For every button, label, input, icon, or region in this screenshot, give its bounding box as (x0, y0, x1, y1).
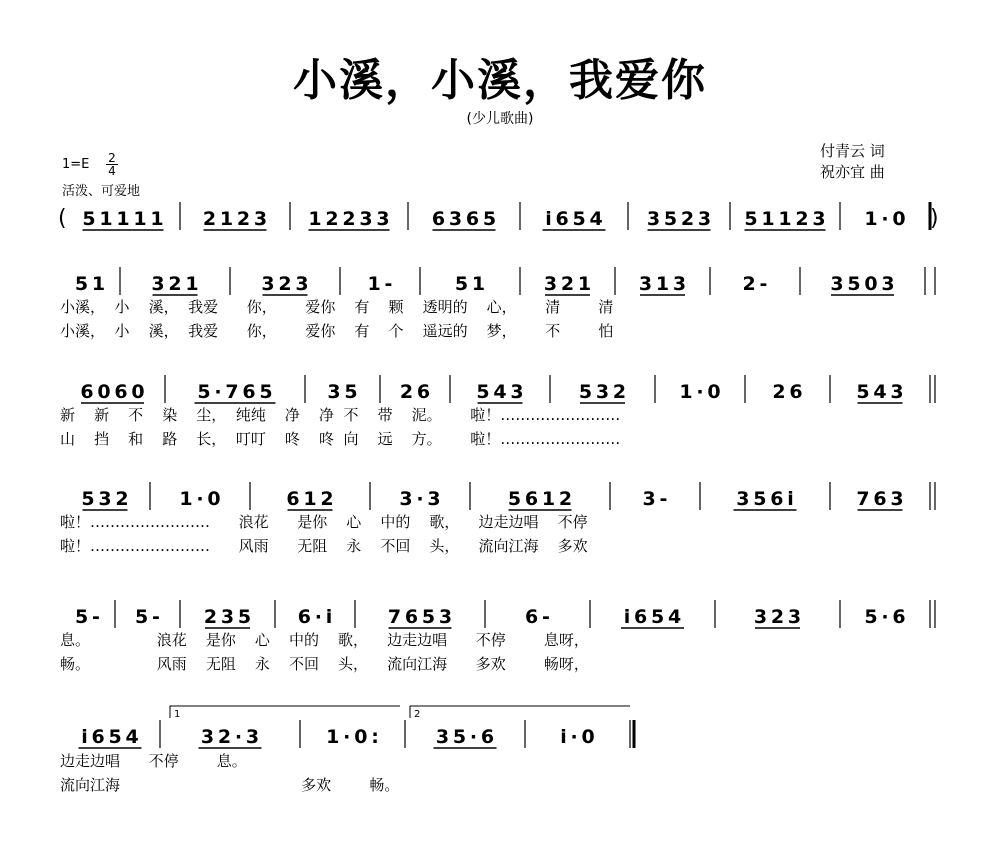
measure-notes: 3 · 3 (399, 488, 441, 510)
lyric-line: 啦！…………………… 风雨 无阻 永 不回 头， 流向江海 多欢 (60, 537, 588, 555)
measure-notes: 6 - (525, 606, 550, 628)
measure-notes: 3 2 1 (543, 273, 592, 295)
measure-notes: 2 3 5 (203, 606, 252, 628)
volta-bracket (170, 706, 400, 718)
lyric-line: 新 新 不 染 尘， 纯纯 净 净 不 带 泥。 啦！…………………… (60, 406, 621, 424)
volta-bracket (410, 706, 630, 718)
measure-notes: 1 2 2 3 3 (308, 208, 390, 230)
lyric-line: 小溪， 小 溪， 我爱 你， 爱你 有 个 遥远的 梦， 不 怕 (60, 322, 614, 340)
measure-notes: 5 3 2 (578, 381, 627, 403)
measure-notes: 2 1 2 3 (202, 208, 268, 230)
tempo-marking: 活泼、可爱地 (62, 184, 141, 199)
measure-notes: 5 1 1 1 1 (82, 208, 164, 230)
lyric-line: 边走边唱 不停 息。 (60, 752, 247, 770)
measure-notes: 3 2 3 (753, 606, 802, 628)
measure-notes: 5 3 2 (81, 488, 129, 510)
lyric-line: 息。 浪花 是你 心 中的 歌， 边走边唱 不停 息呀， (60, 631, 589, 649)
measure-notes: 1 - (367, 273, 393, 295)
measure-notes: 3 2 3 (261, 273, 309, 295)
measure-notes: 5 - (135, 606, 160, 628)
measure-notes: 1 · 0 (179, 488, 221, 510)
measure-notes: i 6 5 4 (545, 208, 603, 230)
song-subtitle: (少儿歌曲) (466, 111, 534, 127)
measure-notes: 6 3 6 5 (431, 208, 497, 230)
lyric-line: 流向江海 多欢 畅。 (60, 776, 400, 794)
measure-notes: 2 - (742, 273, 768, 295)
measure-notes: 5 4 3 (476, 381, 524, 403)
measure-notes: 2 6 (772, 381, 803, 403)
measure-notes: 6 1 2 (286, 488, 334, 510)
measure-notes: 3 2 · 3 (200, 726, 260, 748)
measure-notes: 3 5 (327, 381, 358, 403)
measure-notes: 3 5 · 6 (435, 726, 495, 748)
measure-notes: 1 · 0 (864, 208, 906, 230)
measure-notes: 3 1 3 (638, 273, 687, 295)
measure-notes: 7 6 5 3 (387, 606, 453, 628)
lyric-line: 小溪， 小 溪， 我爱 你， 爱你 有 颗 透明的 心， 清 清 (60, 298, 614, 316)
repeat-paren-open: ( (58, 206, 67, 231)
measure-notes: 1 · 0 : (326, 726, 379, 748)
key-signature: 1=E (62, 157, 90, 172)
repeat-paren-close: ) (930, 206, 939, 231)
measure-notes: 1 · 0 (679, 381, 721, 403)
measure-notes: 3 2 1 (151, 273, 199, 295)
measure-notes: 5 4 3 (856, 381, 904, 403)
composer-credit: 祝亦宜 曲 (820, 163, 885, 181)
measure-notes: 6 0 6 0 (80, 381, 145, 403)
time-denominator: 4 (108, 164, 116, 178)
lyric-line: 啦！…………………… 浪花 是你 心 中的 歌， 边走边唱 不停 (60, 513, 588, 531)
measure-notes: 3 - (642, 488, 668, 510)
measure-notes: 5 - (75, 606, 100, 628)
song-title: 小溪，小溪，我爱你 (293, 55, 707, 106)
measure-notes: 5 · 7 6 5 (197, 381, 273, 403)
measure-notes: 5 1 (74, 273, 106, 295)
measure-notes: i 6 5 4 (623, 606, 682, 628)
measure-notes: 5 · 6 (864, 606, 906, 628)
volta-label: 1 (174, 709, 181, 720)
measure-notes: 7 6 3 (856, 488, 904, 510)
measure-notes: 2 6 (399, 381, 431, 403)
volta-label: 2 (414, 709, 421, 720)
measure-notes: 3 5 0 3 (830, 273, 895, 295)
measure-notes: 3 5 6 i (736, 488, 794, 510)
measure-notes: i · 0 (560, 726, 595, 748)
measure-notes: i 6 5 4 (81, 726, 139, 748)
measure-notes: 5 1 (454, 273, 486, 295)
measure-notes: 5 1 1 2 3 (744, 208, 826, 230)
measure-notes: 3 5 2 3 (646, 208, 712, 230)
measure-notes: 6 · i (297, 606, 333, 628)
lyric-line: 畅。 风雨 无阻 永 不回 头， 流向江海 多欢 畅呀， (60, 655, 589, 673)
lyricist-credit: 付青云 词 (820, 142, 885, 160)
time-numerator: 2 (106, 152, 118, 165)
lyric-line: 山 挡 和 路 长， 叮叮 咚 咚 向 远 方。 啦！…………………… (60, 430, 621, 448)
measure-notes: 5 6 1 2 (507, 488, 573, 510)
